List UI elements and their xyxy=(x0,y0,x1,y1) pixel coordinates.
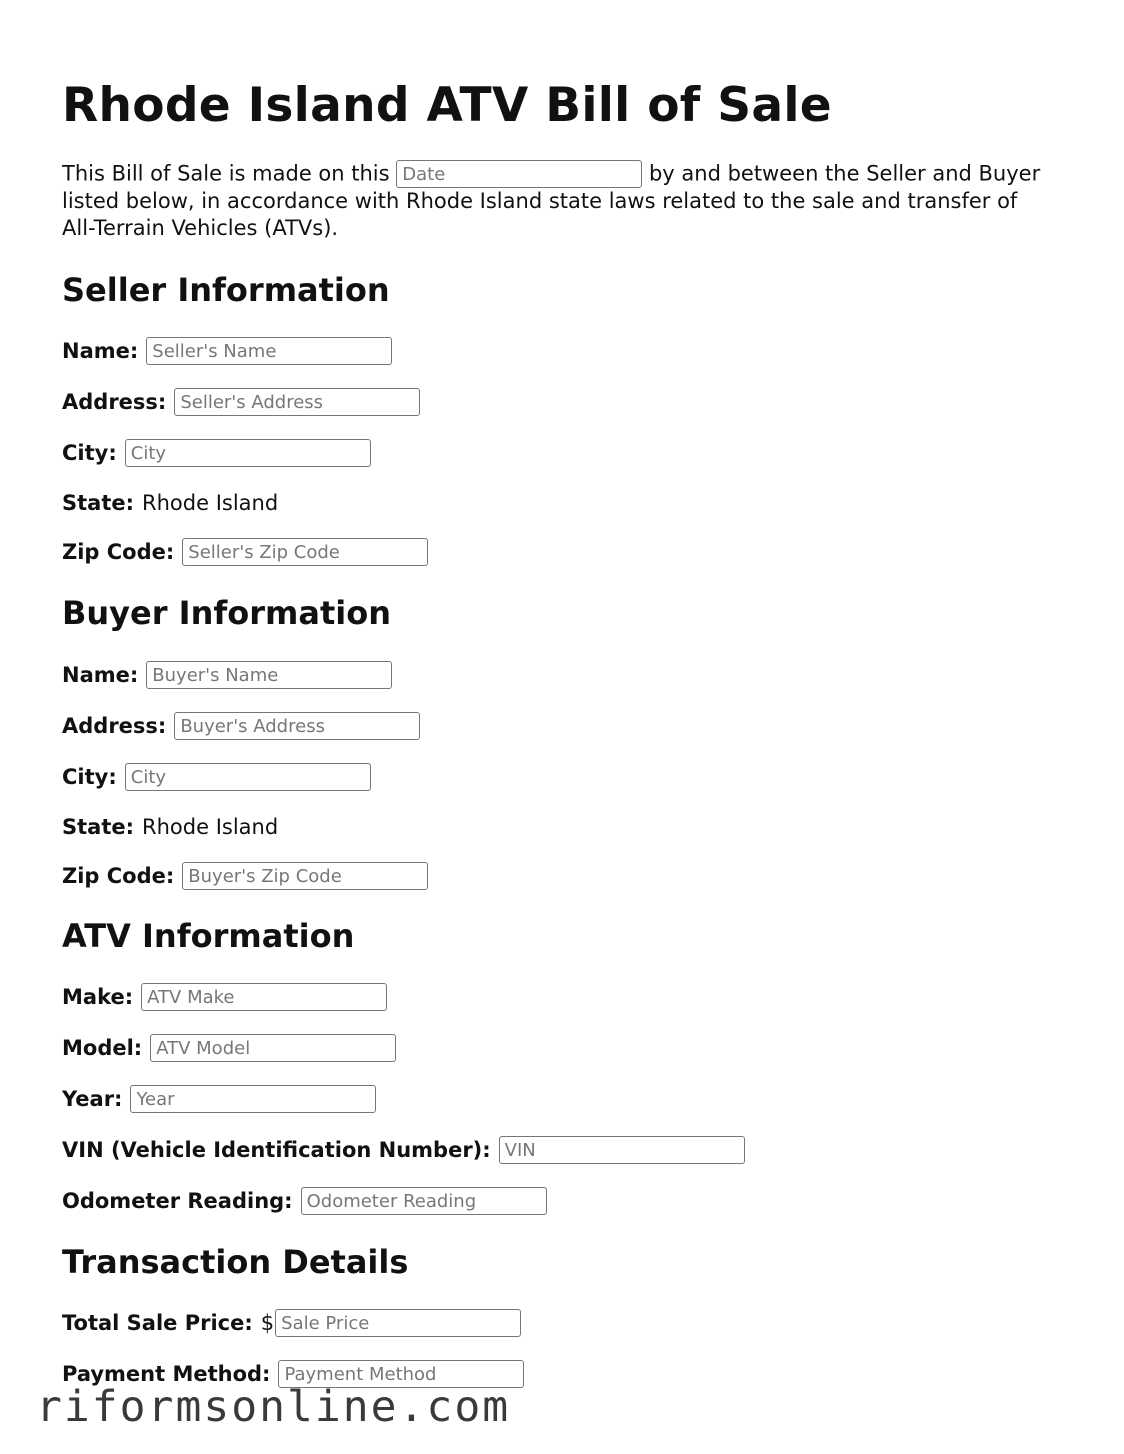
buyer-name-input[interactable] xyxy=(146,661,392,689)
seller-zip-label: Zip Code: xyxy=(62,540,175,564)
buyer-address-input[interactable] xyxy=(174,712,420,740)
buyer-city-label: City: xyxy=(62,765,117,789)
seller-name-label: Name: xyxy=(62,339,139,363)
buyer-heading: Buyer Information xyxy=(62,594,391,632)
atv-make-input[interactable] xyxy=(141,983,387,1011)
atv-model-input[interactable] xyxy=(150,1034,396,1062)
site-watermark: riformsonline.com xyxy=(36,1382,511,1432)
sale-price-label: Total Sale Price: xyxy=(62,1311,253,1335)
atv-year-input[interactable] xyxy=(130,1085,376,1113)
atv-make-row xyxy=(62,982,387,1012)
buyer-address-row xyxy=(62,711,420,741)
seller-state-label: State: xyxy=(62,491,135,515)
buyer-name-row xyxy=(62,660,392,690)
atv-year-row xyxy=(62,1084,376,1114)
atv-vin-row xyxy=(62,1135,745,1165)
atv-model-label: Model: xyxy=(62,1036,143,1060)
sale-price-row xyxy=(62,1308,521,1338)
seller-city-row xyxy=(62,438,371,468)
buyer-state-label: State: xyxy=(62,815,135,839)
payment-method-label: Payment Method: xyxy=(62,1362,271,1386)
atv-odometer-input[interactable] xyxy=(301,1187,547,1215)
atv-odometer-label: Odometer Reading: xyxy=(62,1189,293,1213)
atv-vin-label: VIN (Vehicle Identification Number): xyxy=(62,1138,491,1162)
atv-vin-input[interactable] xyxy=(499,1136,745,1164)
seller-name-row xyxy=(62,336,392,366)
seller-address-label: Address: xyxy=(62,390,167,414)
seller-address-row xyxy=(62,387,420,417)
seller-city-input[interactable] xyxy=(125,439,371,467)
atv-year-label: Year: xyxy=(62,1087,123,1111)
buyer-city-input[interactable] xyxy=(125,763,371,791)
seller-address-input[interactable] xyxy=(174,388,420,416)
transaction-heading: Transaction Details xyxy=(62,1243,409,1281)
buyer-name-label: Name: xyxy=(62,663,139,687)
buyer-state-row xyxy=(62,812,278,842)
buyer-zip-row xyxy=(62,861,428,891)
seller-name-input[interactable] xyxy=(146,337,392,365)
currency-symbol: $ xyxy=(260,1311,275,1335)
seller-city-label: City: xyxy=(62,441,117,465)
intro-text-after: by and between the Seller and Buyer listed below, in accordance with Rhode Island state laws related to the sale and transfer of All-Terrain Vehicles (ATVs). xyxy=(62,161,1041,240)
sale-price-input[interactable] xyxy=(275,1309,521,1337)
seller-zip-input[interactable] xyxy=(182,538,428,566)
buyer-zip-input[interactable] xyxy=(182,862,428,890)
atv-odometer-row xyxy=(62,1186,547,1216)
seller-state-value: Rhode Island xyxy=(142,491,279,515)
intro-paragraph xyxy=(62,160,1052,242)
page-title: Rhode Island ATV Bill of Sale xyxy=(62,78,832,133)
atv-heading: ATV Information xyxy=(62,917,355,955)
atv-model-row xyxy=(62,1033,396,1063)
seller-heading: Seller Information xyxy=(62,271,390,309)
seller-zip-row xyxy=(62,537,428,567)
atv-make-label: Make: xyxy=(62,985,134,1009)
date-input[interactable] xyxy=(396,160,642,188)
buyer-state-value: Rhode Island xyxy=(142,815,279,839)
buyer-city-row xyxy=(62,762,371,792)
intro-text-before: This Bill of Sale is made on this xyxy=(62,161,390,186)
buyer-zip-label: Zip Code: xyxy=(62,864,175,888)
seller-state-row xyxy=(62,488,278,518)
buyer-address-label: Address: xyxy=(62,714,167,738)
